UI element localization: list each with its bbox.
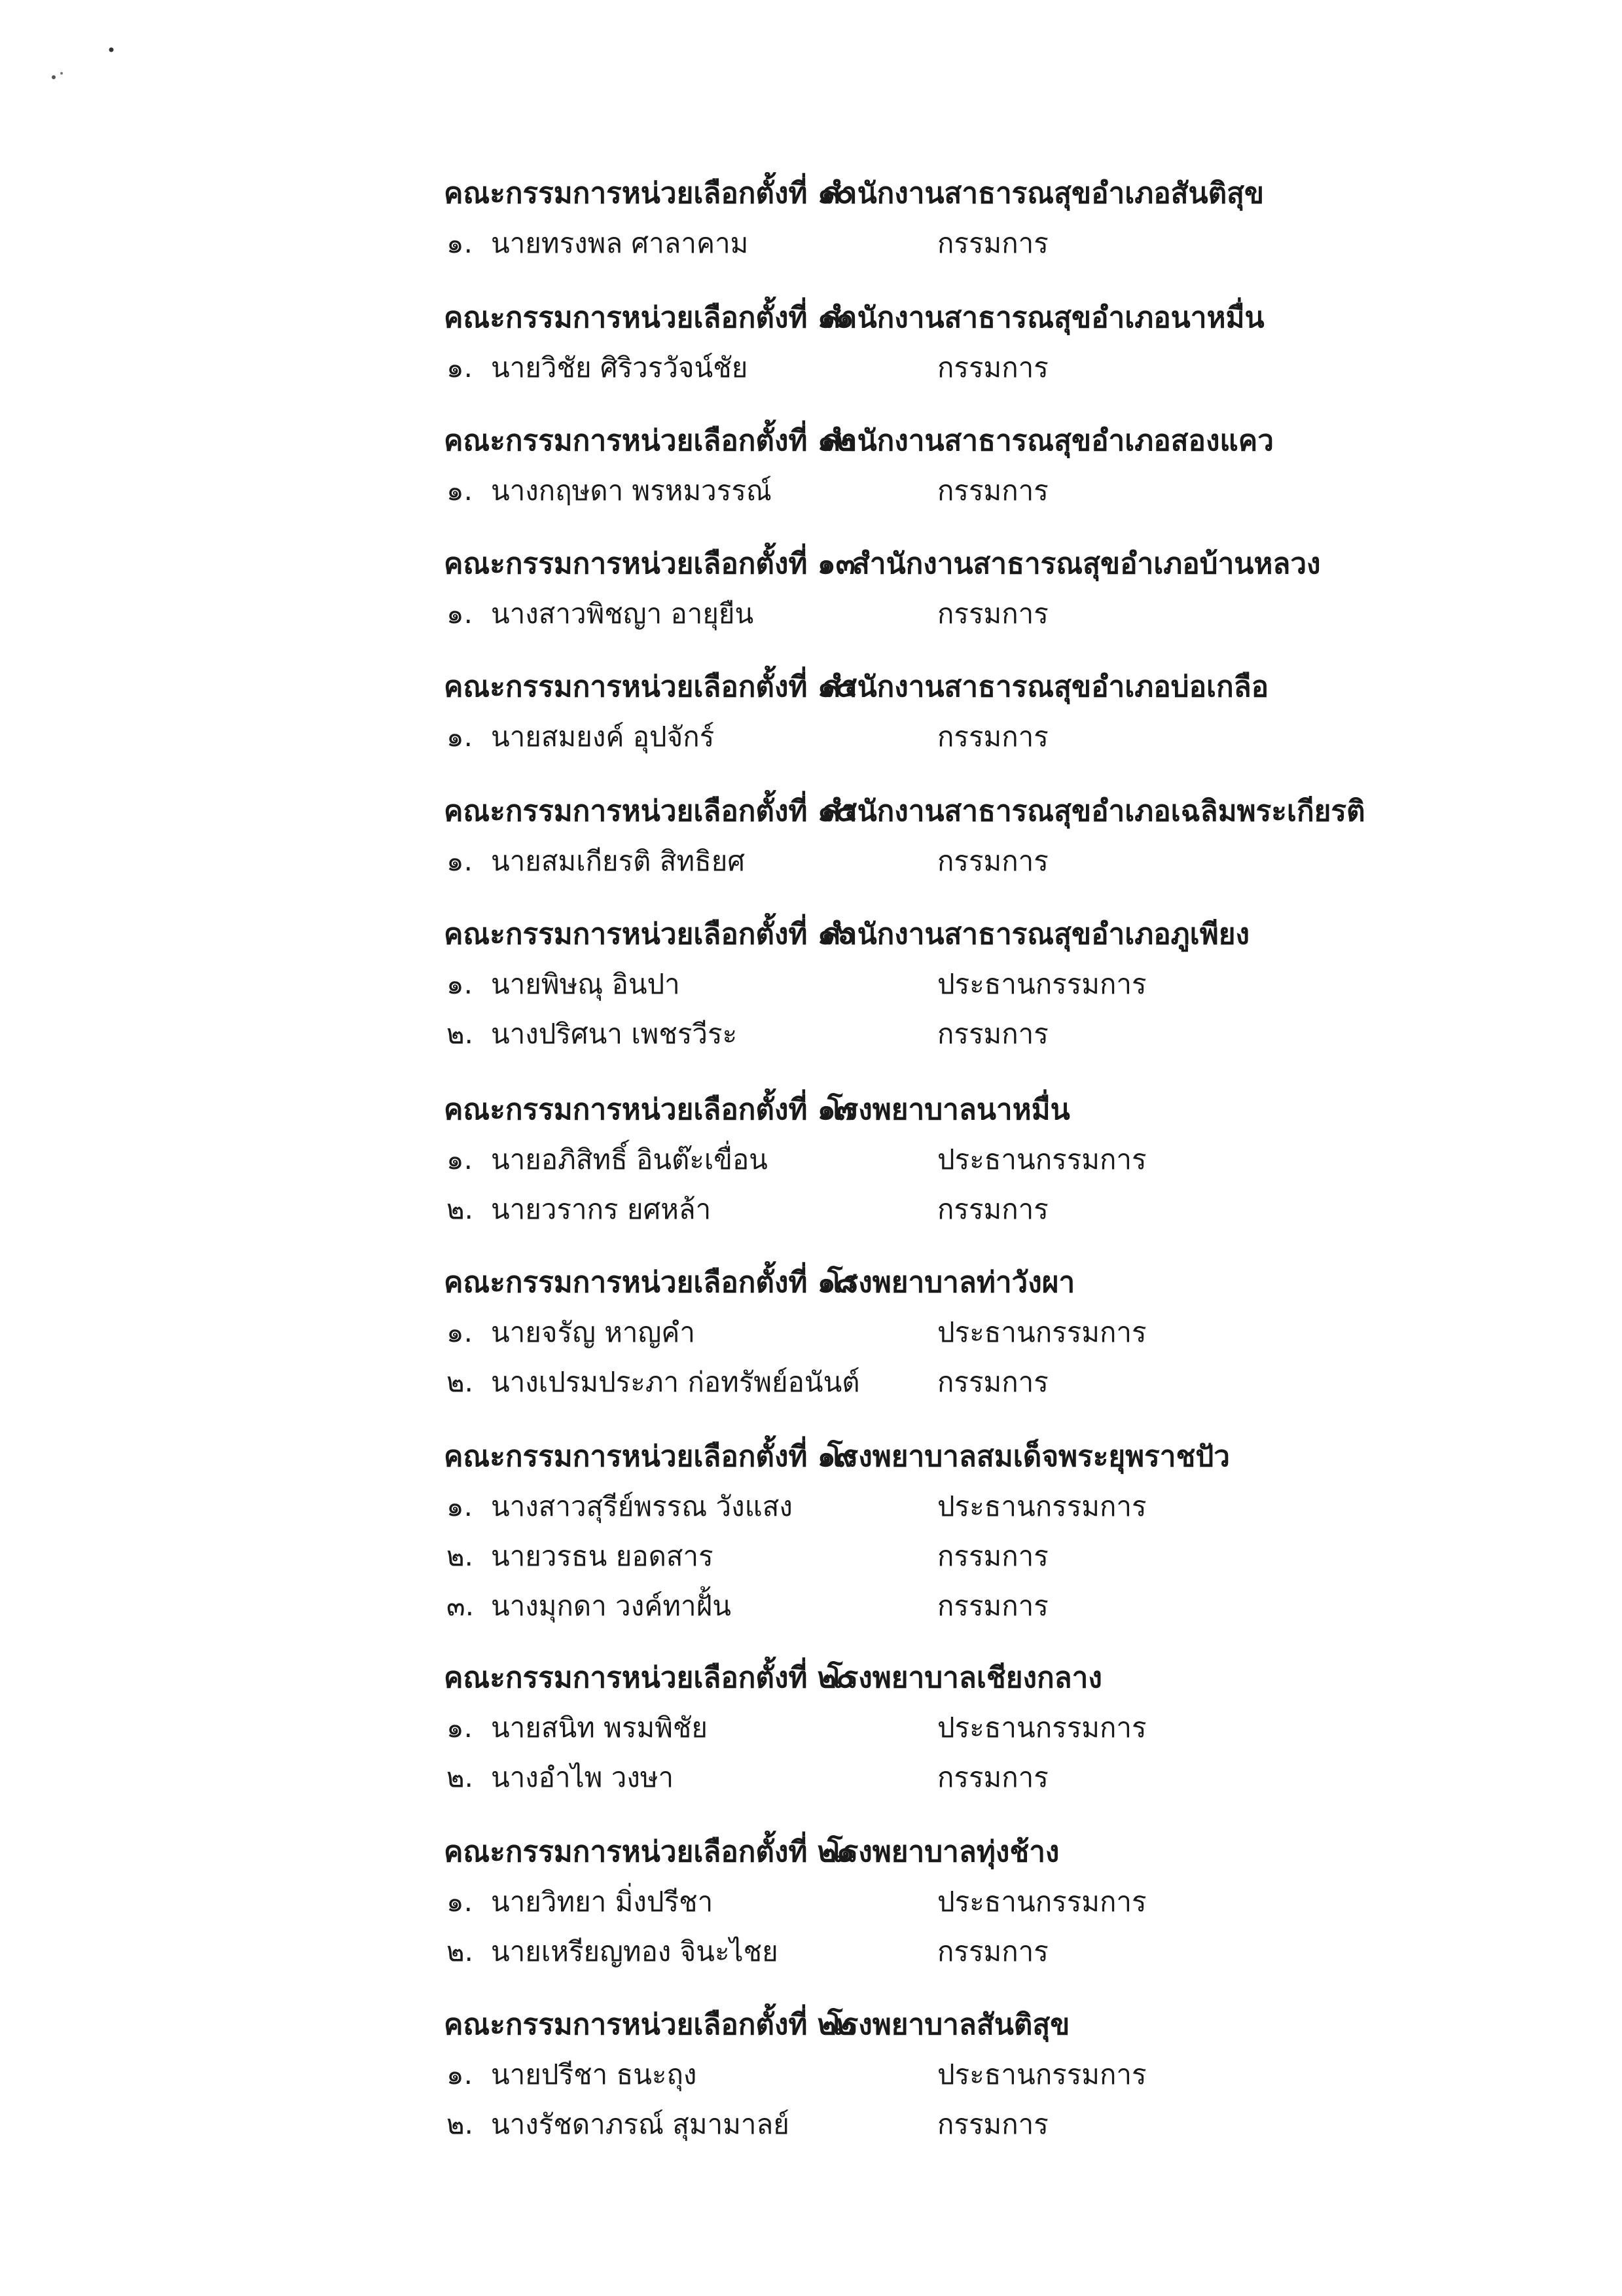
committee-20 — [444, 1653, 1596, 1803]
committee-unit: สำนักงานสาธารณสุขอำเภอนาหมื่น — [823, 301, 1265, 334]
committee-heading-label: คณะกรรมการหน่วยเลือกตั้งที่ ๑๔ — [444, 670, 858, 704]
committee-21 — [444, 1827, 1596, 1977]
member-name: นายทรงพล ศาลาคาม — [491, 227, 749, 259]
member-name: นางอำไพ วงษา — [491, 1761, 674, 1793]
committee-10 — [444, 169, 1596, 268]
member-number: ๑. — [446, 598, 473, 630]
member-row — [444, 1009, 1596, 1059]
member-name: นายวิทยา มิ่งปรีชา — [491, 1886, 713, 1918]
member-number: ๒. — [446, 1193, 474, 1225]
member-number: ๒. — [446, 1540, 474, 1572]
committee-heading-label: คณะกรรมการหน่วยเลือกตั้งที่ ๒๒ — [444, 2008, 856, 2041]
member-number: ๑. — [446, 1490, 473, 1522]
member-row — [444, 2100, 1596, 2149]
member-number: ๑. — [446, 227, 473, 259]
committee-unit: สำนักงานสาธารณสุขอำเภอเฉลิมพระเกียรติ — [823, 795, 1365, 828]
member-number: ๑. — [446, 2058, 473, 2090]
member-row — [444, 1532, 1596, 1581]
committee-15 — [444, 787, 1596, 886]
committee-heading-label: คณะกรรมการหน่วยเลือกตั้งที่ ๑๒ — [444, 424, 855, 457]
member-role: กรรมการ — [937, 1935, 1049, 1967]
member-role: กรรมการ — [937, 1761, 1049, 1793]
committee-unit: สำนักงานสาธารณสุขอำเภอบ้านหลวง — [852, 547, 1321, 581]
member-number: ๑. — [446, 351, 473, 384]
member-number: ๑. — [446, 1712, 473, 1744]
member-name: นายปรีชา ธนะถุง — [491, 2058, 697, 2090]
committee-11 — [444, 293, 1596, 393]
member-role: ประธานกรรมการ — [937, 1490, 1147, 1522]
committee-heading — [444, 2000, 1596, 2050]
member-role: ประธานกรรมการ — [937, 1316, 1147, 1348]
member-role: กรรมการ — [937, 475, 1049, 507]
member-row — [444, 712, 1596, 762]
member-number: ๑. — [446, 1886, 473, 1918]
member-name: นายอภิสิทธิ์ อินต๊ะเขื่อน — [491, 1143, 768, 1175]
member-name: นางสาวพิชญา อายุยืน — [491, 598, 754, 630]
committee-unit: โรงพยาบาลท่าวังผา — [827, 1266, 1075, 1299]
member-name: นายจรัญ หาญคำ — [491, 1316, 695, 1348]
member-role: กรรมการ — [937, 598, 1049, 630]
committee-unit: โรงพยาบาลสมเด็จพระยุพราชปัว — [827, 1440, 1230, 1473]
committee-heading-label: คณะกรรมการหน่วยเลือกตั้งที่ ๑๑ — [444, 301, 854, 334]
member-number: ๒. — [446, 1935, 474, 1967]
member-role: ประธานกรรมการ — [937, 968, 1147, 1000]
scan-speck-marks — [47, 41, 119, 86]
member-row — [444, 1753, 1596, 1803]
member-number: ๑. — [446, 1143, 473, 1175]
committee-unit: โรงพยาบาลเชียงกลาง — [827, 1661, 1102, 1695]
committee-heading — [444, 1258, 1596, 1308]
committee-unit: โรงพยาบาลทุ่งช้าง — [827, 1835, 1060, 1869]
committee-17 — [444, 1085, 1596, 1234]
committee-unit: โรงพยาบาลนาหมื่น — [827, 1093, 1070, 1126]
committee-heading — [444, 787, 1596, 836]
member-role: ประธานกรรมการ — [937, 2058, 1147, 2090]
member-number: ๑. — [446, 721, 473, 753]
member-number: ๑. — [446, 475, 473, 507]
member-row — [444, 1482, 1596, 1532]
member-role: ประธานกรรมการ — [937, 1143, 1147, 1175]
committee-heading-label: คณะกรรมการหน่วยเลือกตั้งที่ ๑๘ — [444, 1266, 858, 1299]
member-row — [444, 960, 1596, 1009]
member-name: นางเปรมประภา ก่อทรัพย์อนันต์ — [491, 1366, 860, 1398]
committee-unit: สำนักงานสาธารณสุขอำเภอบ่อเกลือ — [823, 670, 1269, 704]
member-role: กรรมการ — [937, 1018, 1049, 1050]
committee-heading — [444, 416, 1596, 466]
committee-unit: สำนักงานสาธารณสุขอำเภอภูเพียง — [823, 918, 1250, 951]
member-role: กรรมการ — [937, 1366, 1049, 1398]
member-name: นางสาวสุรีย์พรรณ วังแสง — [491, 1490, 793, 1522]
member-role: กรรมการ — [937, 845, 1049, 877]
member-role: กรรมการ — [937, 721, 1049, 753]
member-row — [444, 2050, 1596, 2100]
member-name: นายสนิท พรมพิชัย — [491, 1712, 708, 1744]
member-row — [444, 1581, 1596, 1631]
member-row — [444, 1357, 1596, 1407]
member-name: นางปริศนา เพชรวีระ — [491, 1018, 738, 1050]
member-name: นายวรากร ยศหล้า — [491, 1193, 712, 1225]
member-role: ประธานกรรมการ — [937, 1886, 1147, 1918]
committee-heading — [444, 1085, 1596, 1135]
committee-13 — [444, 539, 1596, 639]
committee-unit: โรงพยาบาลสันติสุข — [827, 2008, 1070, 2041]
member-row — [444, 589, 1596, 639]
member-role: กรรมการ — [937, 1193, 1049, 1225]
member-row — [444, 219, 1596, 268]
committee-22 — [444, 2000, 1596, 2149]
committee-heading-label: คณะกรรมการหน่วยเลือกตั้งที่ ๒๐ — [444, 1661, 854, 1695]
committee-14 — [444, 662, 1596, 762]
member-row — [444, 1703, 1596, 1753]
member-number: ๒. — [446, 2108, 474, 2140]
committee-18 — [444, 1258, 1596, 1407]
committee-16 — [444, 910, 1596, 1059]
committee-heading-label: คณะกรรมการหน่วยเลือกตั้งที่ ๑๐ — [444, 177, 854, 210]
member-row — [444, 1927, 1596, 1977]
member-row — [444, 836, 1596, 886]
committee-heading-label: คณะกรรมการหน่วยเลือกตั้งที่ ๑๗ — [444, 1093, 857, 1126]
member-role: ประธานกรรมการ — [937, 1712, 1147, 1744]
member-name: นายสมยงค์ อุปจักร์ — [491, 721, 715, 753]
member-number: ๑. — [446, 1316, 473, 1348]
member-number: ๒. — [446, 1366, 474, 1398]
member-row — [444, 1877, 1596, 1927]
member-row — [444, 466, 1596, 516]
member-role: กรรมการ — [937, 227, 1049, 259]
committee-heading-label: คณะกรรมการหน่วยเลือกตั้งที่ ๒๑ — [444, 1835, 855, 1869]
member-number: ๓. — [446, 1590, 475, 1622]
member-row — [444, 1308, 1596, 1357]
committee-unit: สำนักงานสาธารณสุขอำเภอสันติสุข — [823, 177, 1265, 210]
member-name: นายสมเกียรติ สิทธิยศ — [491, 845, 746, 877]
member-role: กรรมการ — [937, 351, 1049, 384]
member-name: นางมุกดา วงค์ทาฝั้น — [491, 1590, 731, 1622]
member-name: นายพิษณุ อินปา — [491, 968, 680, 1000]
committee-heading — [444, 662, 1596, 712]
member-role: กรรมการ — [937, 1590, 1049, 1622]
member-name: นายวรธน ยอดสาร — [491, 1540, 713, 1572]
committee-12 — [444, 416, 1596, 516]
committee-heading — [444, 169, 1596, 219]
committee-heading-label: คณะกรรมการหน่วยเลือกตั้งที่ ๑๙ — [444, 1440, 857, 1473]
member-number: ๒. — [446, 1761, 474, 1793]
member-row — [444, 343, 1596, 393]
member-number: ๑. — [446, 845, 473, 877]
committee-heading-label: คณะกรรมการหน่วยเลือกตั้งที่ ๑๖ — [444, 918, 854, 951]
committee-unit: สำนักงานสาธารณสุขอำเภอสองแคว — [823, 424, 1274, 457]
member-role: กรรมการ — [937, 1540, 1049, 1572]
member-name: นายวิชัย ศิริวรวัจน์ชัย — [491, 351, 748, 384]
member-row — [444, 1185, 1596, 1234]
member-name: นางกฤษดา พรหมวรรณ์ — [491, 475, 772, 507]
member-role: กรรมการ — [937, 2108, 1049, 2140]
committee-heading-label: คณะกรรมการหน่วยเลือกตั้งที่ ๑๓ — [444, 547, 856, 581]
member-number: ๑. — [446, 968, 473, 1000]
member-row — [444, 1135, 1596, 1185]
committee-heading — [444, 910, 1596, 960]
committee-19 — [444, 1432, 1596, 1631]
committee-heading — [444, 1653, 1596, 1703]
committee-heading — [444, 293, 1596, 343]
committee-heading — [444, 539, 1596, 589]
member-number: ๒. — [446, 1018, 474, 1050]
committee-heading — [444, 1432, 1596, 1482]
committee-heading — [444, 1827, 1596, 1877]
committee-heading-label: คณะกรรมการหน่วยเลือกตั้งที่ ๑๕ — [444, 795, 858, 828]
member-name: นายเหรียญทอง จินะไชย — [491, 1935, 778, 1967]
member-name: นางรัชดาภรณ์ สุมามาลย์ — [491, 2108, 789, 2140]
